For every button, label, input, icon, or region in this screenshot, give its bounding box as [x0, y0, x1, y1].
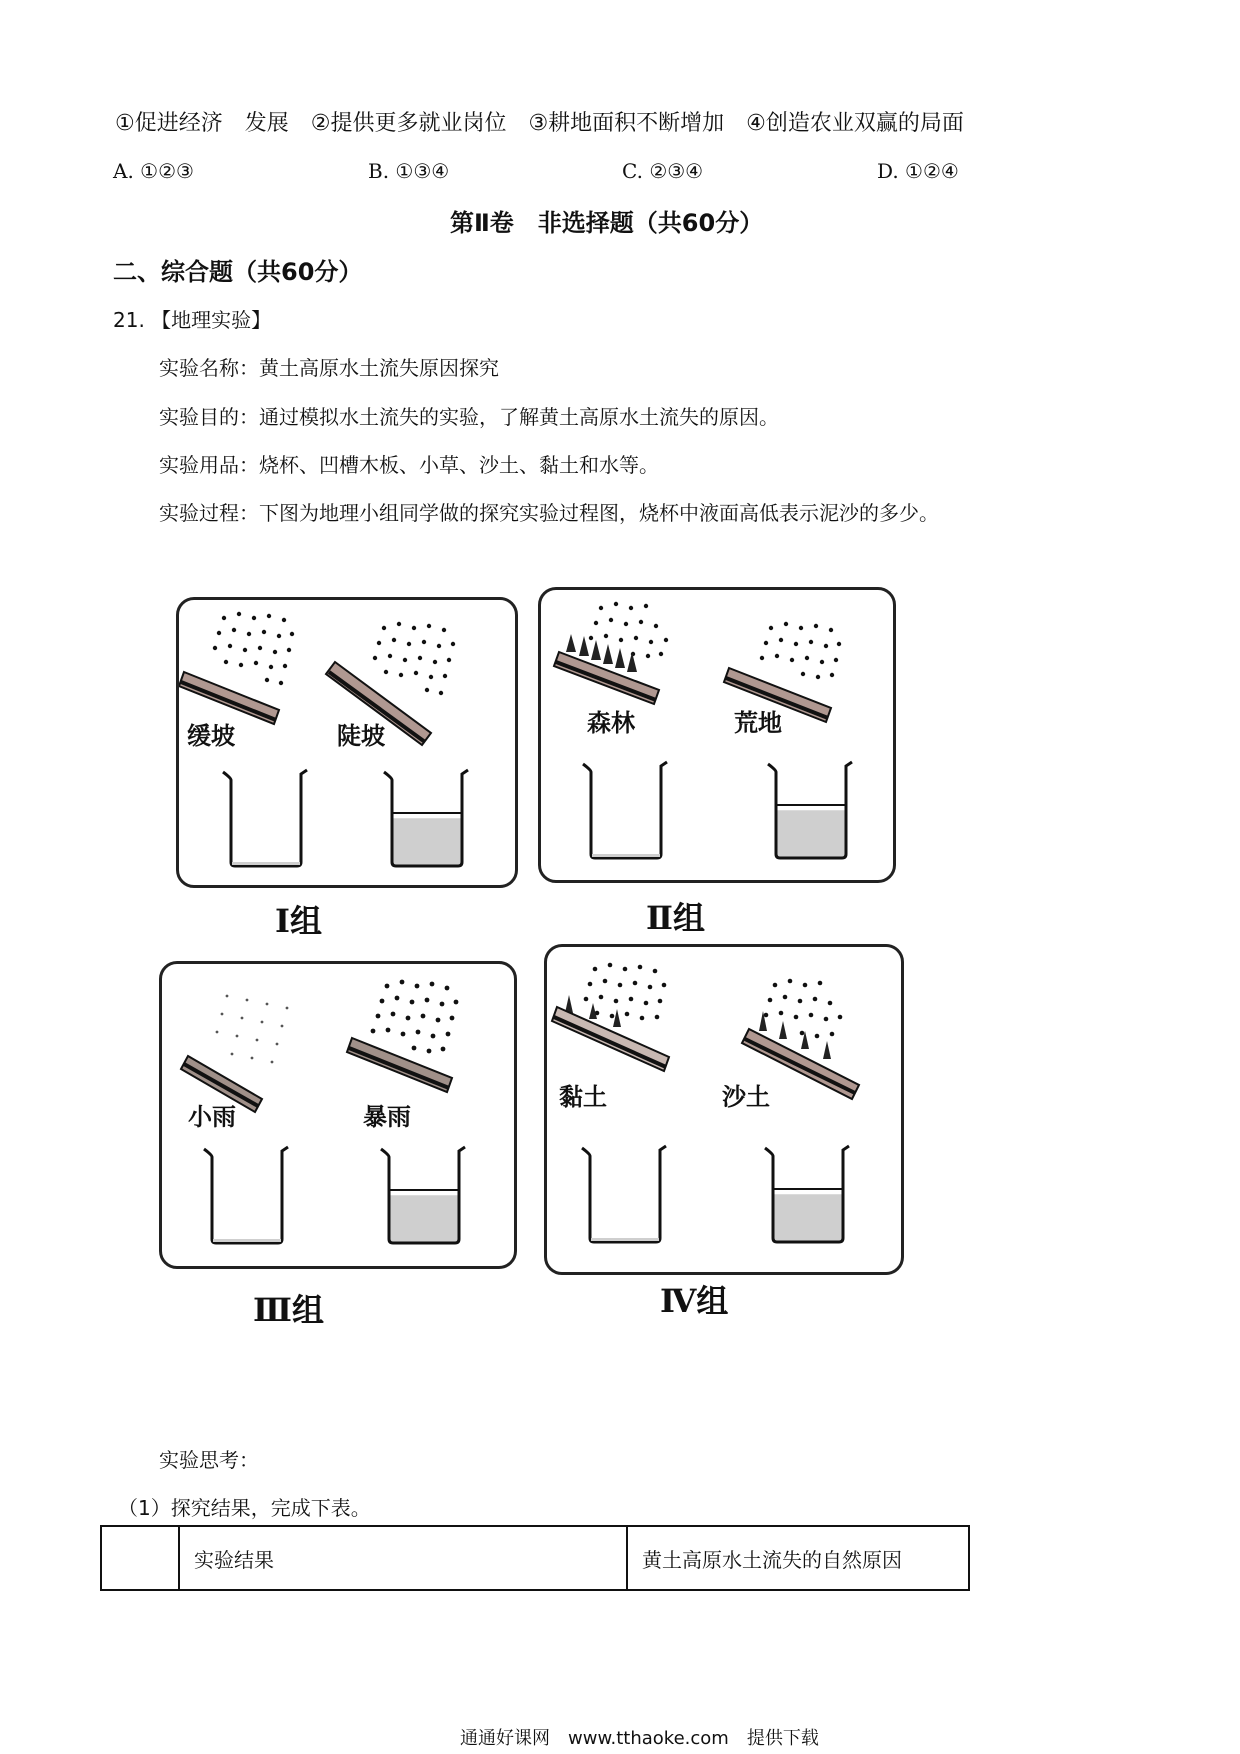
- label-sandy-soil: 沙土: [722, 1083, 770, 1111]
- group-4-title: Ⅳ组: [660, 1282, 729, 1320]
- question-header: 21. 【地理实验】: [113, 308, 272, 332]
- sub-question-1: （1）探究结果，完成下表。: [118, 1496, 371, 1520]
- table-row: [101, 1526, 969, 1590]
- part-title: 二、综合题（共60分）: [113, 258, 363, 286]
- experiment-process: 实验过程：下图为地理小组同学做的探究实验过程图，烧杯中液面高低表示泥沙的多少。: [159, 501, 939, 525]
- group-2-title: Ⅱ组: [646, 899, 705, 937]
- group-1-title: Ⅰ组: [275, 902, 322, 940]
- beaker-4-right: [763, 1144, 853, 1244]
- choice-b: B. ①③④: [368, 159, 450, 183]
- experiment-name: 实验名称：黄土高原水土流失原因探究: [159, 356, 499, 380]
- water-2-left: [592, 854, 660, 857]
- result-table: [100, 1525, 970, 1591]
- experiment-materials: 实验用品：烧杯、凹槽木板、小草、沙土、黏土和水等。: [159, 453, 659, 477]
- group-3-title: Ⅲ组: [253, 1291, 324, 1329]
- water-3-right: [390, 1195, 458, 1242]
- label-wasteland: 荒地: [734, 709, 782, 737]
- panel-group-3: [159, 961, 517, 1269]
- beaker-4-left: [580, 1144, 670, 1244]
- section-title: 第Ⅱ卷 非选择题（共60分）: [450, 209, 764, 237]
- footer-source: 通通好课网 www.tthaoke.com 提供下载: [460, 1728, 819, 1749]
- beaker-1-right: [382, 768, 472, 868]
- water-1-right: [393, 818, 461, 865]
- water-2-right: [777, 810, 845, 857]
- label-steep-slope: 陡坡: [337, 722, 385, 750]
- panel-group-1: [176, 597, 518, 888]
- statements-line: ①促进经济 发展 ②提供更多就业岗位 ③耕地面积不断增加 ④创造农业双赢的局面: [115, 111, 964, 136]
- water-4-left: [591, 1238, 659, 1241]
- choice-c: C. ②③④: [622, 159, 704, 183]
- beaker-2-left: [581, 760, 671, 860]
- rain-dots-left: [213, 612, 294, 685]
- choice-a: A. ①②③: [113, 159, 194, 183]
- choice-d: D. ①②④: [877, 159, 959, 183]
- beaker-3-right: [379, 1145, 469, 1245]
- table-header-cause: 黄土高原水土流失的自然原因: [627, 1526, 969, 1590]
- water-1-left: [232, 862, 300, 865]
- thinking-title: 实验思考：: [159, 1448, 259, 1472]
- beaker-3-left: [202, 1145, 292, 1245]
- beaker-2-right: [766, 760, 856, 860]
- table-header-blank: [101, 1526, 179, 1590]
- label-forest: 森林: [587, 709, 635, 737]
- label-heavy-rain: 暴雨: [363, 1103, 411, 1131]
- panel-group-2: [538, 587, 896, 883]
- water-3-left: [213, 1239, 281, 1242]
- experiment-purpose: 实验目的：通过模拟水土流失的实验，了解黄土高原水土流失的原因。: [159, 405, 779, 429]
- water-4-right: [774, 1194, 842, 1241]
- table-header-result: 实验结果: [179, 1526, 627, 1590]
- label-light-rain: 小雨: [188, 1103, 236, 1131]
- panel-group-4: [544, 944, 904, 1275]
- light-rain-dots: [216, 995, 289, 1064]
- label-clay: 黏土: [559, 1083, 607, 1111]
- heavy-rain-dots: [371, 980, 459, 1054]
- label-gentle-slope: 缓坡: [187, 722, 235, 750]
- beaker-1-left: [221, 768, 311, 868]
- rain-dots-right: [373, 622, 455, 695]
